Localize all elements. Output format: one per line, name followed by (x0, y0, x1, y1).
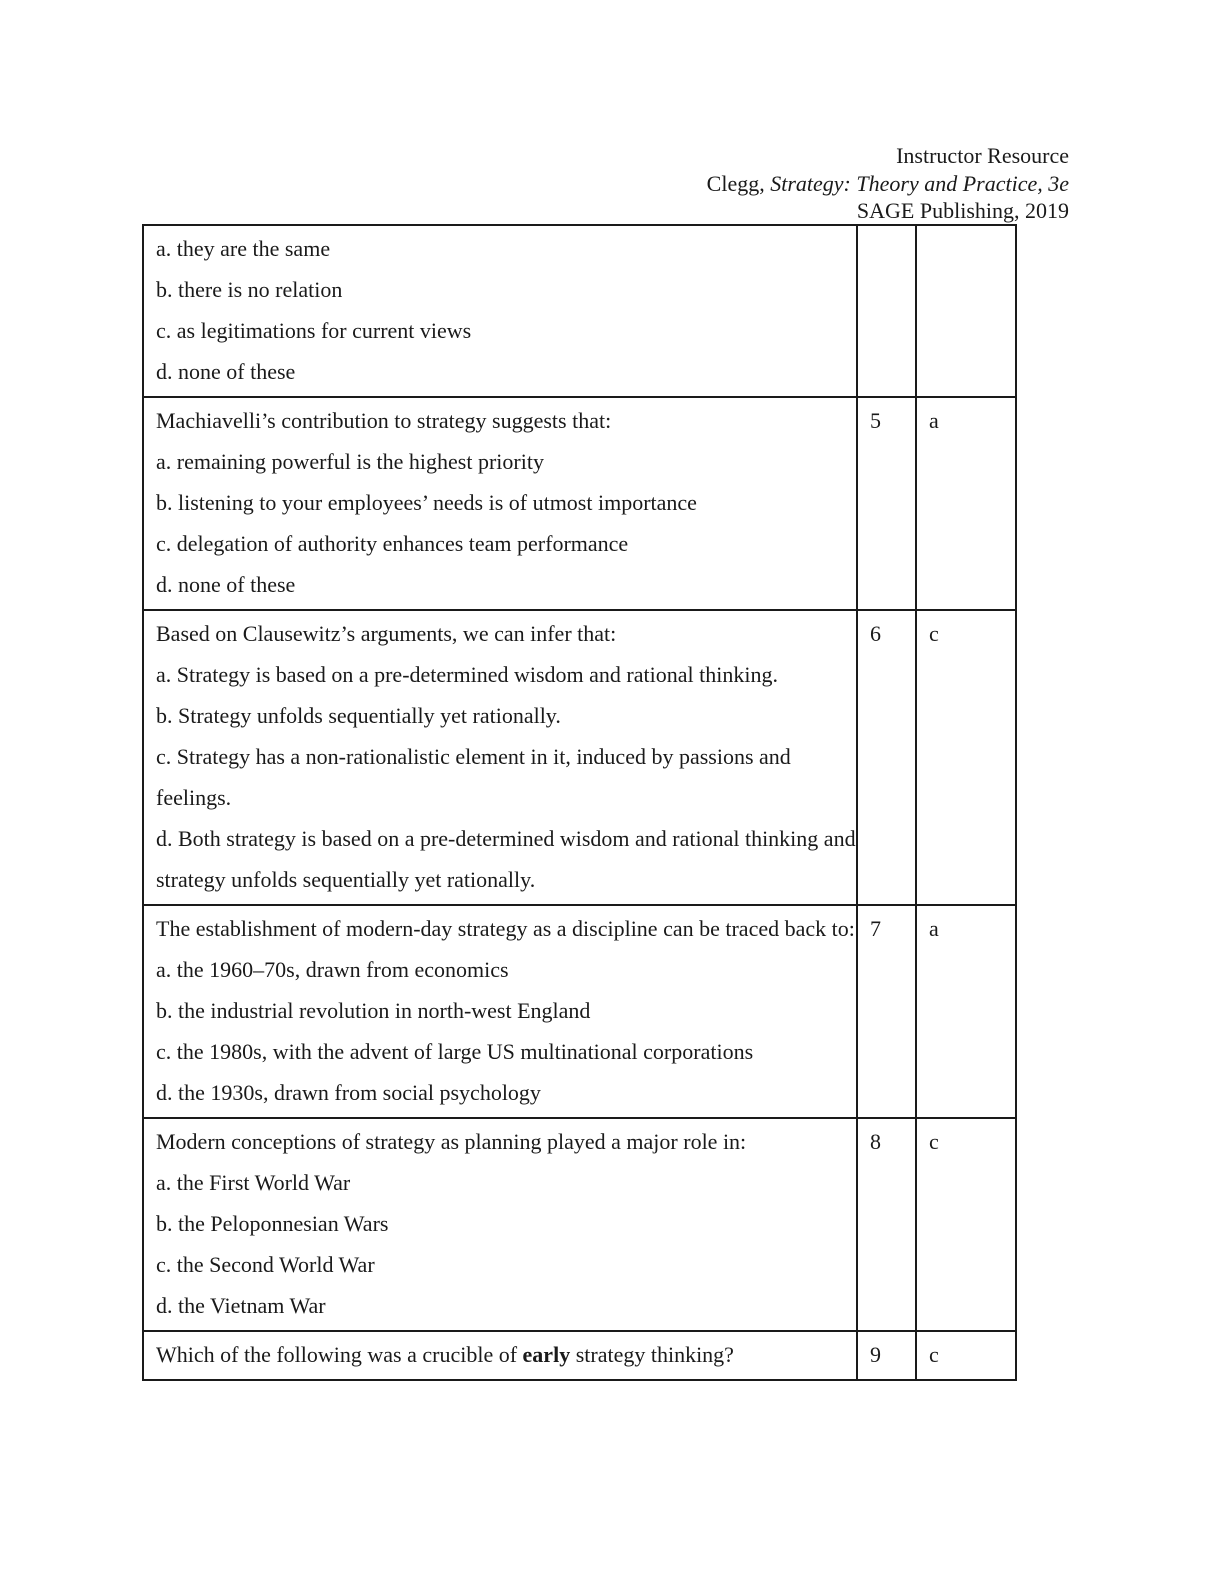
option-b: b. listening to your employees’ needs is of utmost importance (156, 490, 697, 515)
answer-key: c (929, 621, 939, 646)
table-row (143, 225, 1016, 397)
question-table (142, 224, 1017, 1381)
emphasis-early: early (522, 1342, 571, 1367)
answer-cell (916, 225, 1016, 397)
question-text: The establishment of modern-day strategy as a discipline can be traced back to: (156, 916, 855, 941)
option-c: c. Strategy has a non-rationalistic element in it, induced by passions and feelings. (156, 744, 791, 810)
question-text: Machiavelli’s contribution to strategy suggests that: (156, 408, 612, 433)
header-book-title: Strategy: Theory and Practice, 3e (770, 170, 1069, 196)
answer-key: a (929, 916, 939, 941)
question-number: 7 (870, 916, 881, 941)
question-text: Which of the following was a crucible of early strategy thinking? (156, 1342, 734, 1367)
table-row (143, 1118, 1016, 1331)
question-cell (143, 1331, 857, 1380)
option-b: b. the Peloponnesian Wars (156, 1211, 389, 1236)
header-line-publisher: SAGE Publishing, 2019 (856, 198, 1069, 223)
question-number: 8 (870, 1129, 881, 1154)
option-a: a. they are the same (156, 236, 331, 261)
option-c: c. as legitimations for current views (156, 318, 472, 343)
option-d: d. none of these (156, 359, 296, 384)
question-text: Modern conceptions of strategy as planning played a major role in: (156, 1129, 747, 1154)
option-a: a. the 1960–70s, drawn from economics (156, 957, 509, 982)
question-cell (143, 225, 857, 397)
answer-cell (916, 397, 1016, 610)
question-cell (143, 397, 857, 610)
question-number-cell (857, 1331, 916, 1380)
header-author: Clegg, (706, 170, 771, 196)
table-row (143, 1331, 1016, 1380)
table-row (143, 905, 1016, 1118)
question-text: Based on Clausewitz’s arguments, we can infer that: (156, 621, 617, 646)
question-cell (143, 1118, 857, 1331)
question-cell (143, 610, 857, 905)
question-number-cell (857, 610, 916, 905)
question-number-cell (857, 225, 916, 397)
option-b: b. there is no relation (156, 277, 343, 302)
answer-cell (916, 905, 1016, 1118)
page-header (707, 142, 1069, 225)
header-line-book (707, 170, 1069, 198)
question-number-cell (857, 1118, 916, 1331)
table-row (143, 397, 1016, 610)
answer-cell (916, 1331, 1016, 1380)
option-d: d. the Vietnam War (156, 1293, 326, 1318)
option-a: a. Strategy is based on a pre-determined wisdom and rational thinking. (156, 662, 778, 687)
question-cell (143, 905, 857, 1118)
table-row (143, 610, 1016, 905)
option-b: b. Strategy unfolds sequentially yet rationally. (156, 703, 561, 728)
option-c: c. delegation of authority enhances team performance (156, 531, 629, 556)
question-number-cell (857, 905, 916, 1118)
question-number: 6 (870, 621, 881, 646)
header-line-resource: Instructor Resource (896, 143, 1069, 168)
option-c: c. the 1980s, with the advent of large US multinational corporations (156, 1039, 754, 1064)
answer-cell (916, 610, 1016, 905)
option-a: a. the First World War (156, 1170, 351, 1195)
answer-key: c (929, 1342, 939, 1367)
answer-cell (916, 1118, 1016, 1331)
question-number-cell (857, 397, 916, 610)
answer-key: a (929, 408, 939, 433)
answer-key: c (929, 1129, 939, 1154)
option-d: d. the 1930s, drawn from social psychology (156, 1080, 541, 1105)
option-d: d. Both strategy is based on a pre-determined wisdom and rational thinking and strategy unfolds sequentially yet rationally. (156, 826, 856, 892)
option-a: a. remaining powerful is the highest priority (156, 449, 544, 474)
option-c: c. the Second World War (156, 1252, 375, 1277)
question-number: 5 (870, 408, 881, 433)
question-number: 9 (870, 1342, 881, 1367)
option-d: d. none of these (156, 572, 296, 597)
option-b: b. the industrial revolution in north-west England (156, 998, 591, 1023)
